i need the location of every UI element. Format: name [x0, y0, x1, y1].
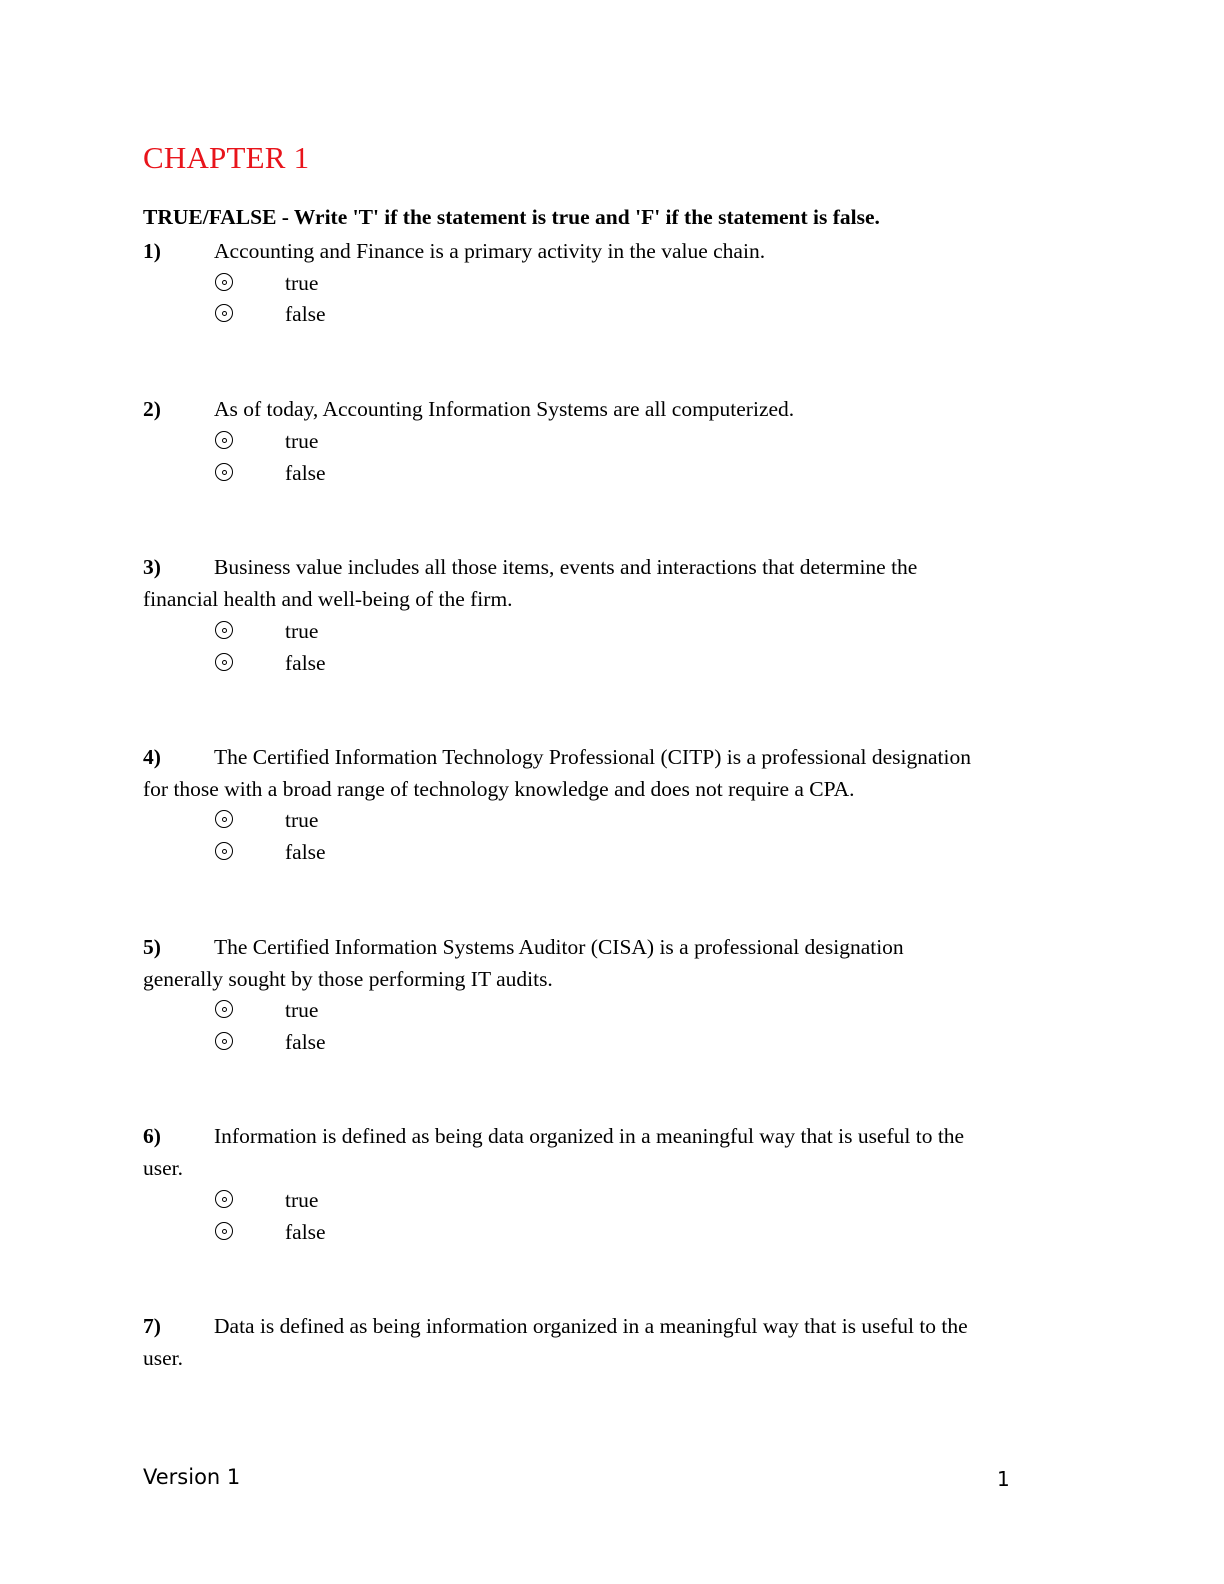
question-1-line-1: [143, 235, 1063, 267]
question-3-line-1: [143, 551, 1063, 583]
radio-button-icon[interactable]: [215, 1190, 233, 1208]
question-2: [143, 393, 1063, 425]
radio-button-icon[interactable]: [215, 842, 233, 860]
question-6-line-1: [143, 1120, 1063, 1152]
question-text: The Certified Information Systems Auditor (CISA) is a professional designation: [214, 935, 904, 959]
radio-button-icon[interactable]: [215, 1000, 233, 1018]
option-label: true: [285, 1188, 319, 1212]
option-label: true: [285, 998, 319, 1022]
footer-version: Version 1: [143, 1465, 241, 1489]
question-text: The Certified Information Technology Professional (CITP) is a professional designation: [214, 745, 972, 769]
radio-button-icon[interactable]: [215, 304, 233, 322]
radio-button-icon[interactable]: [215, 621, 233, 639]
question-number: 6): [143, 1124, 161, 1148]
radio-button-icon[interactable]: [215, 1222, 233, 1240]
question-3-line-2: financial health and well-being of the firm.: [143, 587, 513, 611]
question-6: [143, 1120, 1063, 1184]
option-label: true: [285, 808, 319, 832]
question-text: Business value includes all those items, events and interactions that determine the: [214, 555, 918, 579]
option-label: false: [285, 1220, 326, 1244]
radio-button-icon[interactable]: [215, 431, 233, 449]
question-number: 3): [143, 555, 161, 579]
option-label: true: [285, 619, 319, 643]
question-number: 1): [143, 239, 161, 263]
option-label: true: [285, 271, 319, 295]
question-text: Information is defined as being data organized in a meaningful way that is useful to the: [214, 1124, 965, 1148]
option-label: false: [285, 840, 326, 864]
question-4-line-2: for those with a broad range of technology knowledge and does not require a CPA.: [143, 777, 855, 801]
question-2-line-1: [143, 393, 1063, 425]
question-4-line-1: [143, 741, 1063, 773]
question-text: Accounting and Finance is a primary activity in the value chain.: [214, 239, 766, 263]
radio-button-icon[interactable]: [215, 273, 233, 291]
option-label: true: [285, 429, 319, 453]
question-text: As of today, Accounting Information Systems are all computerized.: [214, 397, 795, 421]
chapter-title: CHAPTER 1: [143, 140, 310, 175]
option-label: false: [285, 461, 326, 485]
question-7: [143, 1310, 1063, 1374]
question-7-line-2: user.: [143, 1346, 184, 1370]
question-7-line-1: [143, 1310, 1063, 1342]
question-4: [143, 741, 1063, 805]
question-number: 4): [143, 745, 161, 769]
section-instructions: TRUE/FALSE - Write 'T' if the statement is true and 'F' if the statement is false.: [143, 205, 880, 229]
radio-button-icon[interactable]: [215, 653, 233, 671]
footer-page-number: 1: [997, 1467, 1010, 1491]
question-number: 2): [143, 397, 161, 421]
question-3: [143, 551, 1063, 615]
option-label: false: [285, 651, 326, 675]
question-6-line-2: user.: [143, 1156, 184, 1180]
question-5-line-1: [143, 931, 1063, 963]
question-5: [143, 931, 1063, 995]
question-text: Data is defined as being information organized in a meaningful way that is useful to the: [214, 1314, 968, 1338]
question-5-line-2: generally sought by those performing IT audits.: [143, 967, 553, 991]
radio-button-icon[interactable]: [215, 810, 233, 828]
option-label: false: [285, 302, 326, 326]
question-number: 5): [143, 935, 161, 959]
question-1: [143, 235, 1063, 267]
radio-button-icon[interactable]: [215, 463, 233, 481]
question-number: 7): [143, 1314, 161, 1338]
radio-button-icon[interactable]: [215, 1032, 233, 1050]
option-label: false: [285, 1030, 326, 1054]
